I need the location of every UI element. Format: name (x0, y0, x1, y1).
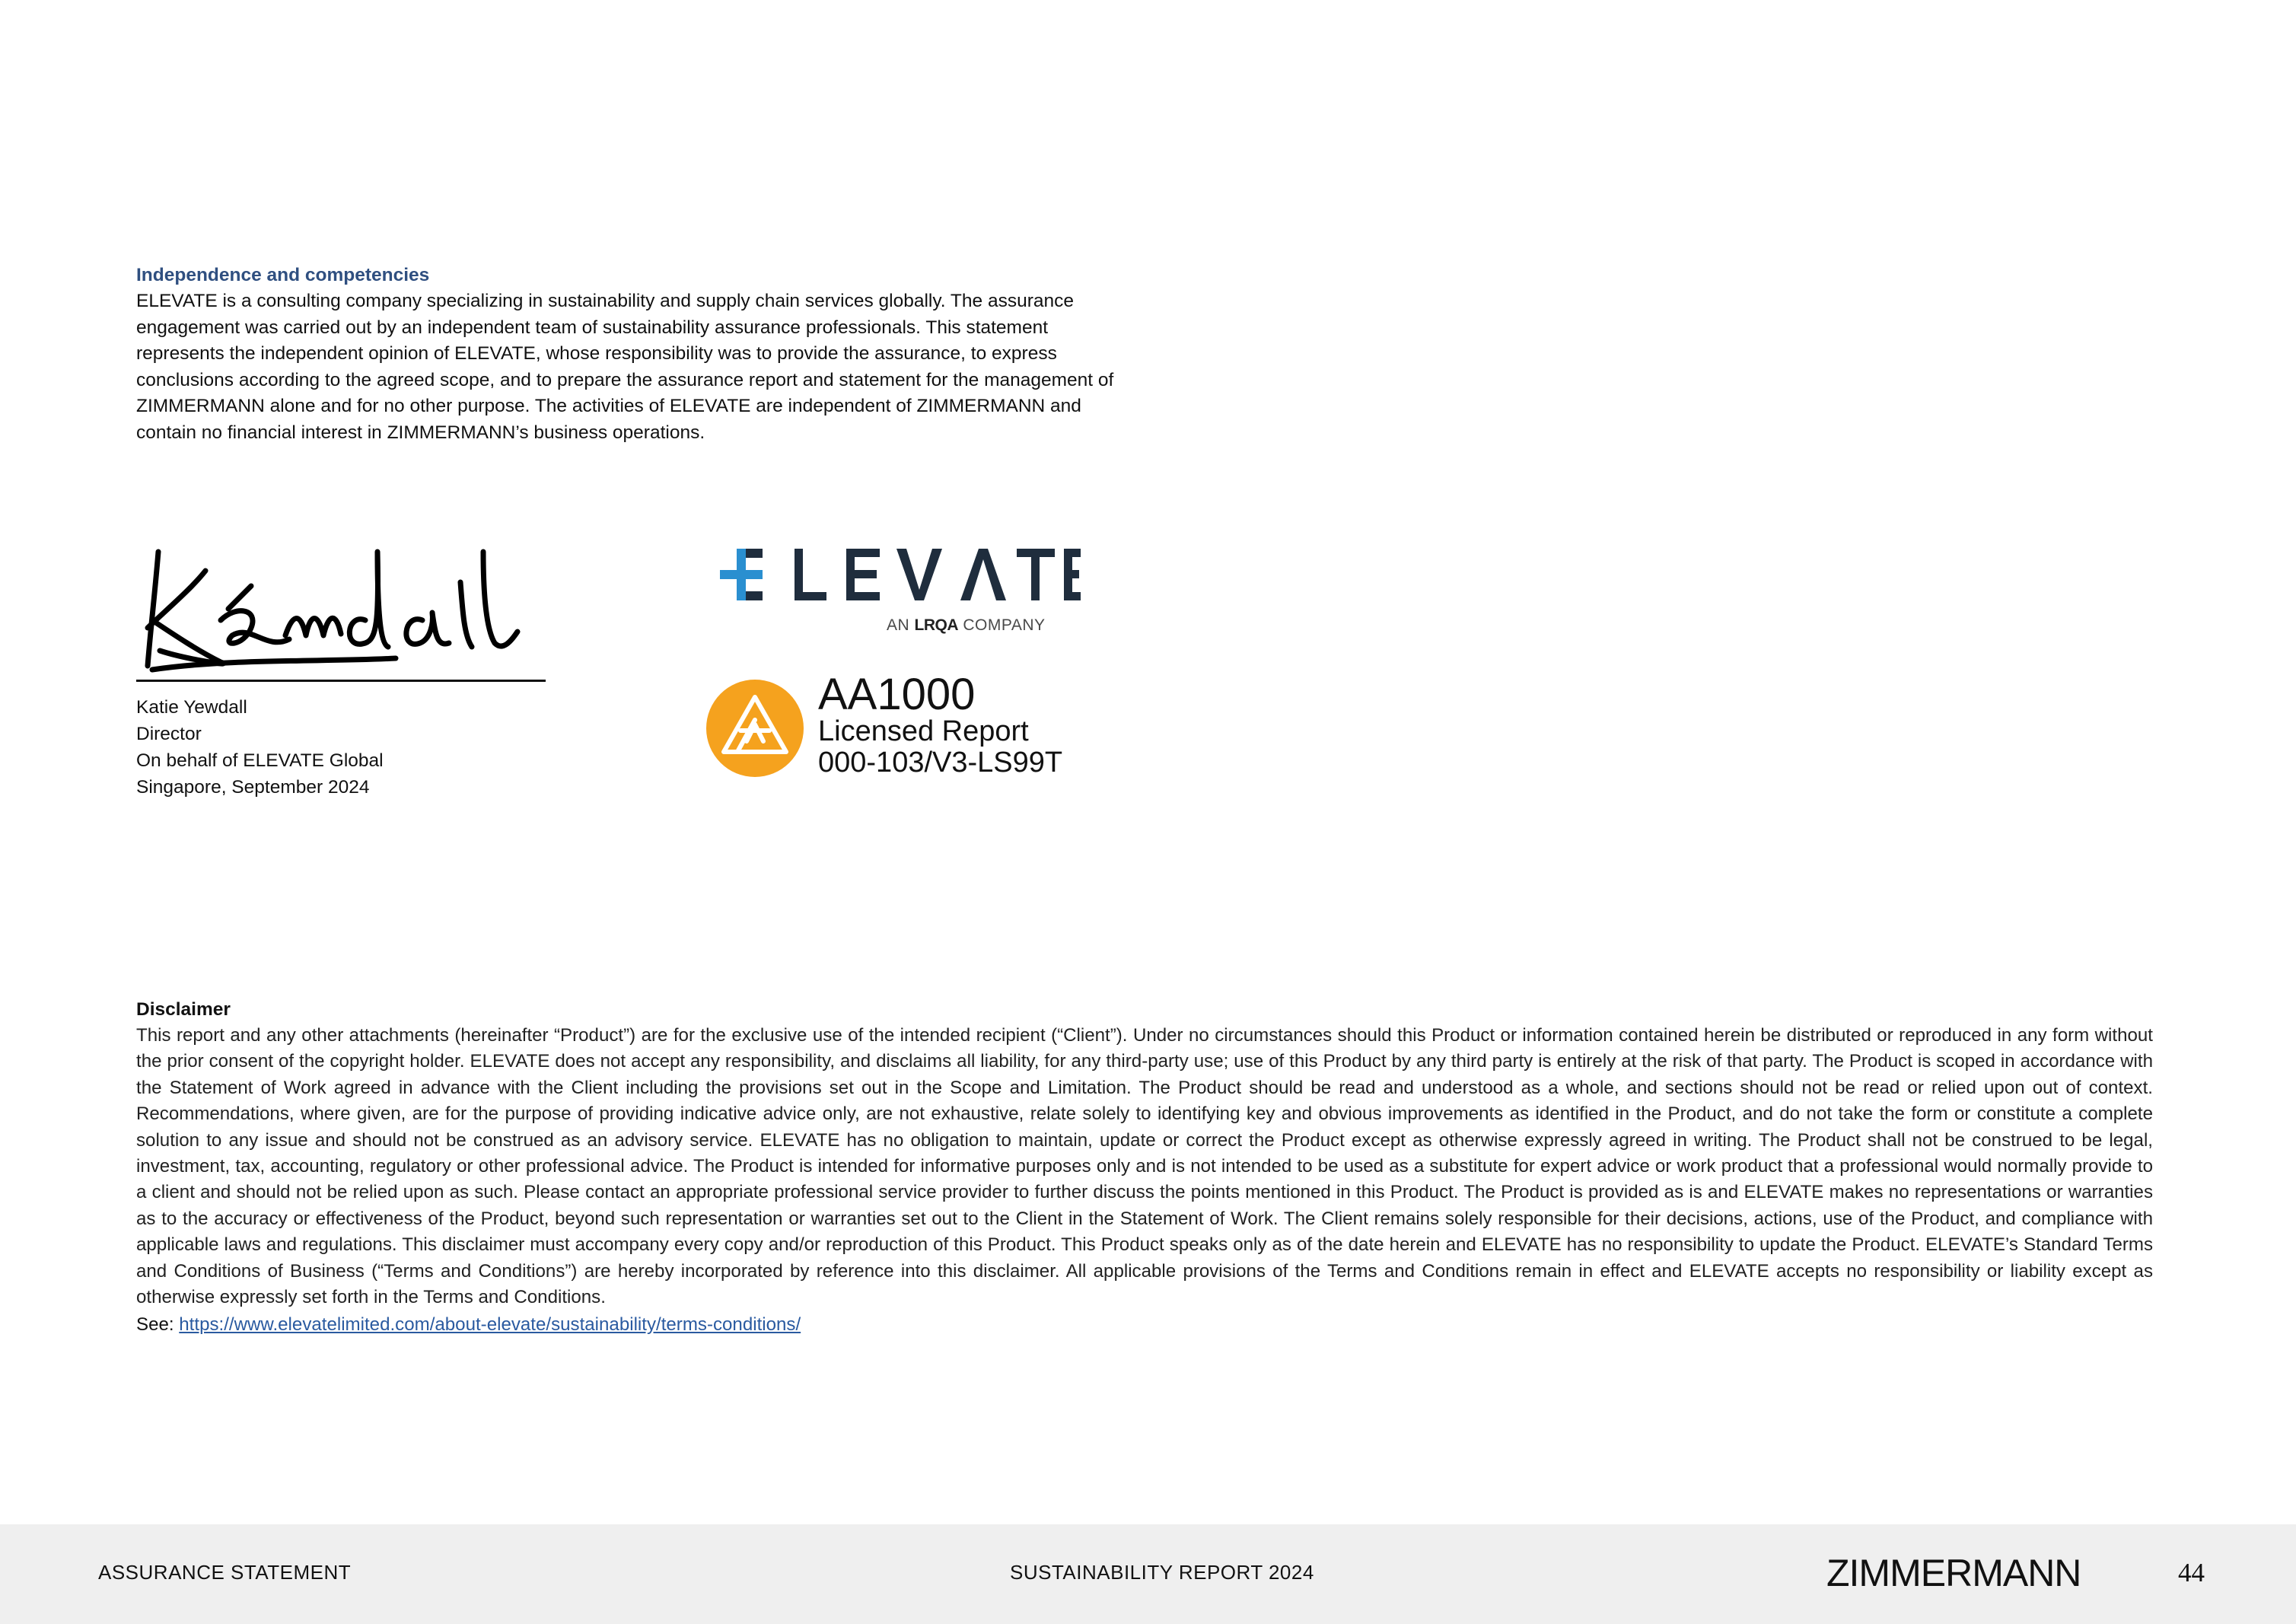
see-label: See: (136, 1314, 174, 1335)
footer-report-title: SUSTAINABILITY REPORT 2024 (1010, 1561, 1314, 1584)
disclaimer-reference (136, 1312, 801, 1338)
signatory-block (136, 694, 384, 801)
independence-paragraph: ELEVATE is a consulting company specializing in sustainability and supply chain services globally. The assurance engagement was carried out by an independent team of sustainability assurance professionals. This statement represents the independent opinion of ELEVATE, whose responsibility was to provide the assurance, to express conclusions according to the agreed scope, and to prepare the assurance report and statement for the management of ZIMMERMANN alone and for no other purpose. The activities of ELEVATE are independent of ZIMMERMANN and contain no financial interest in ZIMMERMANN’s business operations. (136, 291, 1114, 443)
terms-conditions-link[interactable]: https://www.elevatelimited.com/about-elevate/sustainability/terms-conditions/ (179, 1314, 801, 1335)
signature-line (136, 680, 546, 682)
tagline-prefix: AN (887, 616, 910, 634)
tagline-suffix: COMPANY (963, 616, 1046, 634)
signatory-name: Katie Yewdall (136, 697, 247, 718)
signatory-organisation: On behalf of ELEVATE Global (136, 750, 384, 771)
section-heading-independence: Independence and competencies (136, 265, 430, 285)
aa1000-licence-number: 000-103/V3-LS99T (818, 747, 1063, 779)
disclaimer-heading: Disclaimer (136, 999, 231, 1020)
aa1000-licensed-label: Licensed Report (818, 715, 1029, 747)
page-number: 44 (2178, 1558, 2205, 1587)
signatory-title: Director (136, 724, 202, 744)
aa1000-seal-icon (704, 677, 806, 779)
elevate-logo (715, 544, 1081, 605)
handwritten-signature (137, 537, 548, 681)
signatory-place-date: Singapore, September 2024 (136, 777, 370, 798)
footer-section-title: ASSURANCE STATEMENT (98, 1561, 352, 1584)
elevate-tagline (887, 616, 1046, 635)
zimmermann-logo: ZIMMERMANN (1826, 1552, 2081, 1594)
disclaimer-paragraph: This report and any other attachments (hereinafter “Product”) are for the exclusive use of the intended recipient (“Client”). Under no circumstances should this Product or information contained herein be distributed or reproduced in any form without the prior consent of the copyright holder. ELEVATE does not accept any responsibility, and disclaims all liability, for any third-party use; use of this Product by any third party is entirely at the risk of that party. The Product is scoped in accordance with the Statement of Work agreed in advance with the Client including the provisions set out in the Scope and Limitation. The Product should be read and understood as a whole, and sections should not be read or relied upon out of context. Recommendations, where given, are for the purpose of providing indicative advice only, are not exhaustive, relate solely to identifying key and obvious improvements as identified in the Product, and do not take the form or constitute a complete solution to any issue and should not be construed as an advisory service. ELEVATE has no obligation to maintain, update or correct the Product except as otherwise expressly agreed in writing. The Product shall not be construed to be legal, investment, tax, accounting, regulatory or other professional advice. The Product is intended for informative purposes only and is not intended to be used as a substitute for expert advice or work product that a professional would normally provide to a client and should not be relied upon as such. Please contact an appropriate professional service provider to further discuss the points mentioned in this Product. The Product is provided as is and ELEVATE makes no representations or warranties as to the accuracy or effectiveness of the Product, beyond such representation or warranties set out to the Client in the Statement of Work. The Client remains solely responsible for their decisions, actions, use of the Product, and compliance with applicable laws and regulations. This disclaimer must accompany every copy and/or reproduction of this Product. This Product speaks only as of the date herein and ELEVATE has no responsibility to update the Product. ELEVATE’s Standard Terms and Conditions of Business (“Terms and Conditions”) are hereby incorporated by reference into this disclaimer. All applicable provisions of the Terms and Conditions remain in effect and ELEVATE accepts no responsibility or liability except as otherwise expressly set forth in the Terms and Conditions. (136, 1025, 2153, 1308)
lrqa-brand: LRQA (914, 616, 959, 634)
aa1000-title: AA1000 (818, 670, 976, 719)
